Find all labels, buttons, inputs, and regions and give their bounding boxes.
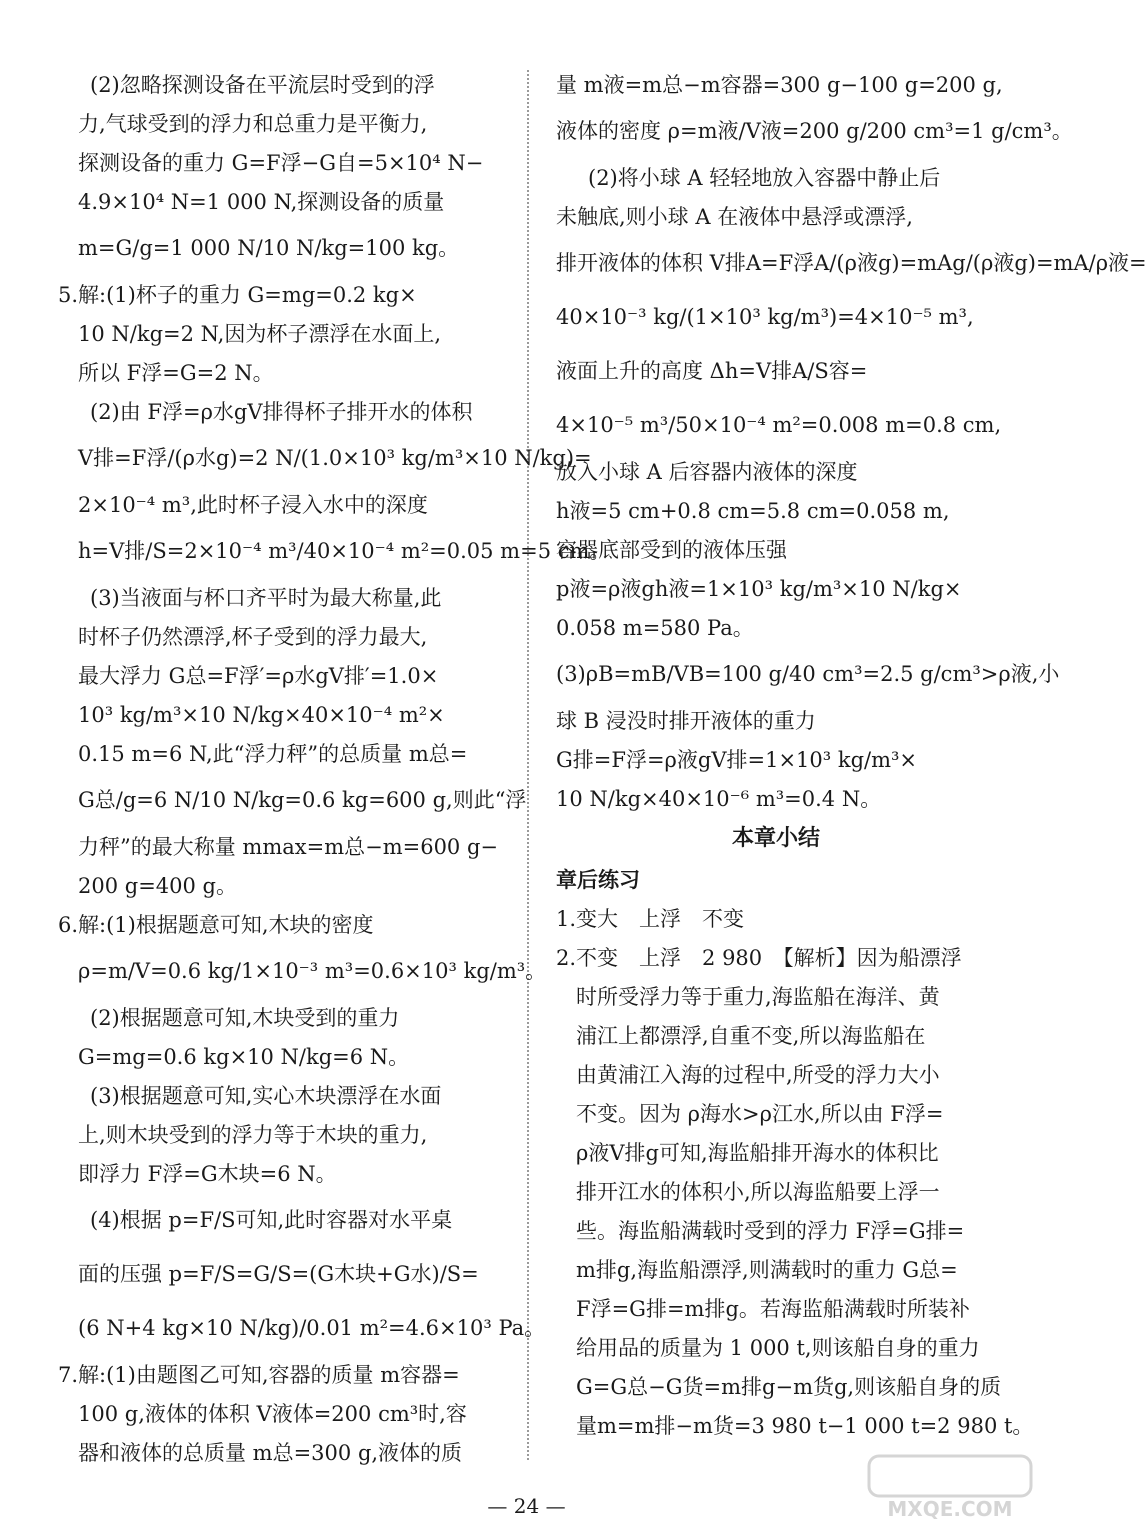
text-line: 排开江水的体积小,所以海监船要上浮一 xyxy=(576,1180,940,1204)
right-column xyxy=(556,70,1147,1450)
text-line: (2)由 F浮=ρ水gV排得杯子排开水的体积 xyxy=(90,400,473,424)
text-line: 未触底,则小球 A 在液体中悬浮或漂浮, xyxy=(556,205,913,229)
text-line: 0.058 m=580 Pa。 xyxy=(556,616,754,640)
answer-line: 1.变大 上浮 不变 xyxy=(556,907,745,931)
text-line: 上,则木块受到的浮力等于木块的重力, xyxy=(78,1123,428,1147)
text-line: 量m=m排−m货=3 980 t−1 000 t=2 980 t。 xyxy=(576,1414,1034,1438)
text-line: 时杯子仍然漂浮,杯子受到的浮力最大, xyxy=(78,625,428,649)
text-line: 最大浮力 G总=F浮′=ρ水gV排′=1.0× xyxy=(78,664,439,688)
text-line: 量 m液=m总−m容器=300 g−100 g=200 g, xyxy=(556,73,1003,97)
text-line: 力秤”的最大称量 mmax=m总−m=600 g− xyxy=(78,835,499,859)
text-line: G=G总−G货=m排g−m货g,则该船自身的质 xyxy=(576,1375,1002,1399)
text-line: (3)当液面与杯口齐平时为最大称量,此 xyxy=(90,586,442,610)
text-line: 不变。因为 ρ海水>ρ江水,所以由 F浮= xyxy=(576,1102,944,1126)
formula-line: 液体的密度 ρ=m液/V液=200 g/200 cm³=1 g/cm³。 xyxy=(556,119,1073,143)
text-line: 浦江上都漂浮,自重不变,所以海监船在 xyxy=(576,1024,926,1048)
text-line: 所以 F浮=G=2 N。 xyxy=(78,361,274,385)
text-line: 10³ kg/m³×10 N/kg×40×10⁻⁴ m²× xyxy=(78,703,445,727)
text-line: 10 N/kg×40×10⁻⁶ m³=0.4 N。 xyxy=(556,787,882,811)
text-line: p液=ρ液gh液=1×10³ kg/m³×10 N/kg× xyxy=(556,577,962,601)
formula-line: h=V排/S=2×10⁻⁴ m³/40×10⁻⁴ m²=0.05 m=5 cm。 xyxy=(78,539,611,563)
text-line: 4.9×10⁴ N=1 000 N,探测设备的质量 xyxy=(78,190,445,214)
text-line: 200 g=400 g。 xyxy=(78,874,237,898)
question-line: 7.解:(1)由题图乙可知,容器的质量 m容器= xyxy=(58,1363,460,1387)
watermark-logo xyxy=(865,1452,1035,1522)
section-heading: 本章小结 xyxy=(731,826,820,851)
text-line: G=mg=0.6 kg×10 N/kg=6 N。 xyxy=(78,1045,410,1069)
text-line: 100 g,液体的体积 V液体=200 cm³时,容 xyxy=(78,1402,467,1426)
text-line: F浮=G排=m排g。若海监船满载时所装补 xyxy=(576,1297,970,1321)
sub-heading: 章后练习 xyxy=(556,868,640,892)
formula-line: (3)ρB=mB/VB=100 g/40 cm³=2.5 g/cm³>ρ液,小 xyxy=(556,662,1060,686)
text-line: 放入小球 A 后容器内液体的深度 xyxy=(556,460,858,484)
question-line: 5.解:(1)杯子的重力 G=mg=0.2 kg× xyxy=(58,283,417,307)
formula-line: 面的压强 p=F/S=G/S=(G木块+G水)/S= xyxy=(78,1262,479,1286)
text-line: 些。海监船满载时受到的浮力 F浮=G排= xyxy=(576,1219,965,1243)
question-line: 6.解:(1)根据题意可知,木块的密度 xyxy=(58,913,374,937)
text-line: 容器底部受到的液体压强 xyxy=(556,538,787,562)
text-line: 由黄浦江入海的过程中,所受的浮力大小 xyxy=(576,1063,940,1087)
text-line: 时所受浮力等于重力,海监船在海洋、黄 xyxy=(576,985,940,1009)
text-line: (2)将小球 A 轻轻地放入容器中静止后 xyxy=(588,166,941,190)
text-line: 给用品的质量为 1 000 t,则该船自身的重力 xyxy=(576,1336,980,1360)
text-line: 探测设备的重力 G=F浮−G自=5×10⁴ N− xyxy=(78,151,484,175)
watermark-text: MXQE.COM xyxy=(887,1497,1013,1521)
text-line: h液=5 cm+0.8 cm=5.8 cm=0.058 m, xyxy=(556,499,950,523)
text-line: G排=F浮=ρ液gV排=1×10³ kg/m³× xyxy=(556,748,918,772)
text-line: 即浮力 F浮=G木块=6 N。 xyxy=(78,1162,337,1186)
text-line: 器和液体的总质量 m总=300 g,液体的质 xyxy=(78,1441,463,1465)
text-line: (3)根据题意可知,实心木块漂浮在水面 xyxy=(90,1084,442,1108)
page-number: — 24 — xyxy=(487,1494,566,1518)
formula-line: ρ=m/V=0.6 kg/1×10⁻³ m³=0.6×10³ kg/m³。 xyxy=(78,959,547,983)
text-line: (2)忽略探测设备在平流层时受到的浮 xyxy=(90,73,435,97)
text-line: 力,气球受到的浮力和总重力是平衡力, xyxy=(78,112,428,136)
formula-line: 4×10⁻⁵ m³/50×10⁻⁴ m²=0.008 m=0.8 cm, xyxy=(556,413,1002,437)
text-line: 10 N/kg=2 N,因为杯子漂浮在水面上, xyxy=(78,322,442,346)
text-line: 球 B 浸没时排开液体的重力 xyxy=(556,709,816,733)
text-line: ρ液V排g可知,海监船排开海水的体积比 xyxy=(576,1141,939,1165)
column-divider xyxy=(527,70,529,1460)
text-line: 0.15 m=6 N,此“浮力秤”的总质量 m总= xyxy=(78,742,468,766)
text-line: (2)根据题意可知,木块受到的重力 xyxy=(90,1006,400,1030)
formula-line: 40×10⁻³ kg/(1×10³ kg/m³)=4×10⁻⁵ m³, xyxy=(556,305,974,329)
text-line: 2×10⁻⁴ m³,此时杯子浸入水中的深度 xyxy=(78,493,428,517)
answer-line: 2.不变 上浮 2 980 【解析】因为船漂浮 xyxy=(556,946,962,970)
formula-line: (4)根据 p=F/S可知,此时容器对水平桌 xyxy=(90,1208,453,1232)
formula-line: (6 N+4 kg×10 N/kg)/0.01 m²=4.6×10³ Pa。 xyxy=(78,1316,546,1340)
formula-line: G总/g=6 N/10 N/kg=0.6 kg=600 g,则此“浮 xyxy=(78,788,527,812)
text-line: m排g,海监船漂浮,则满载时的重力 G总= xyxy=(576,1258,958,1282)
formula-line: 液面上升的高度 Δh=V排A/S容= xyxy=(556,359,868,383)
formula-line: m=G/g=1 000 N/10 N/kg=100 kg。 xyxy=(78,236,460,260)
formula-line: 排开液体的体积 V排A=F浮A/(ρ液g)=mAg/(ρ液g)=mA/ρ液= xyxy=(556,251,1147,275)
formula-line: V排=F浮/(ρ水g)=2 N/(1.0×10³ kg/m³×10 N/kg)= xyxy=(78,446,592,470)
